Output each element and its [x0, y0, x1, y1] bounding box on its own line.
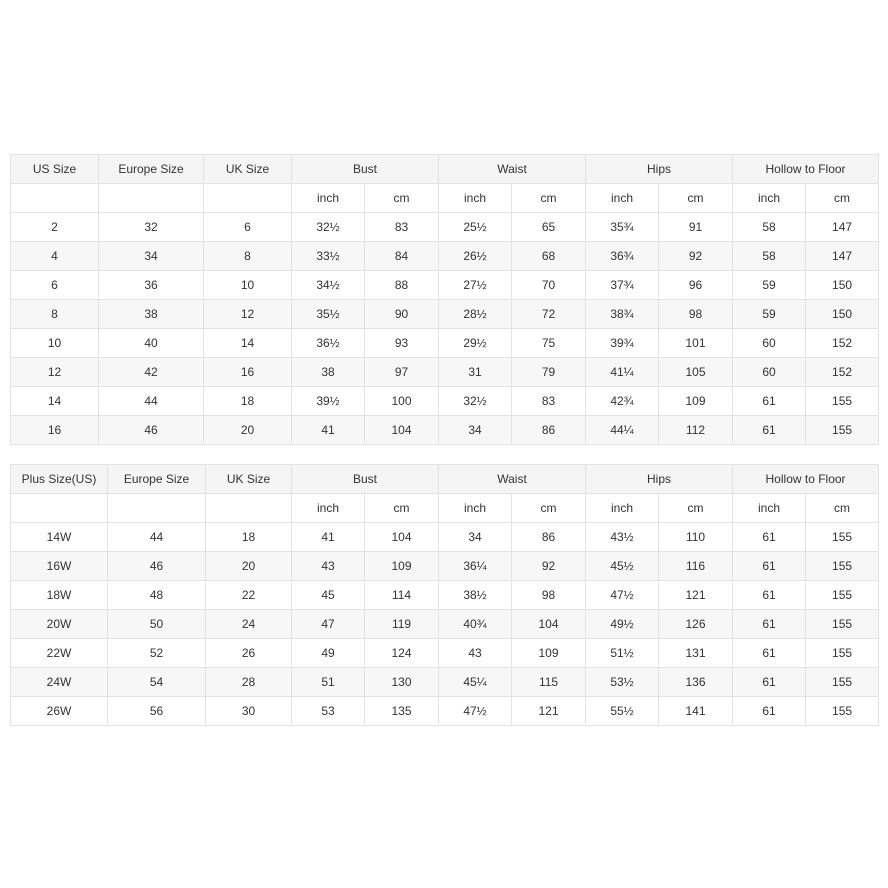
table-cell: 52 [108, 639, 206, 668]
table-cell: 88 [365, 271, 439, 300]
unit-cell: cm [659, 494, 733, 523]
unit-cell: inch [586, 184, 659, 213]
table-cell: 61 [733, 523, 806, 552]
header-hollow-to-floor: Hollow to Floor [733, 155, 879, 184]
plus-table-body [11, 465, 879, 726]
table-cell: 155 [806, 668, 879, 697]
table-cell: 54 [108, 668, 206, 697]
table-cell: 70 [512, 271, 586, 300]
table-cell: 44 [108, 523, 206, 552]
table-cell: 24W [11, 668, 108, 697]
table-row [11, 300, 879, 329]
table-cell: 83 [365, 213, 439, 242]
table-cell: 32½ [292, 213, 365, 242]
table-cell: 12 [11, 358, 99, 387]
table-cell: 46 [108, 552, 206, 581]
table-cell: 38¾ [586, 300, 659, 329]
standard-unit-row [11, 184, 879, 213]
table-cell: 47½ [586, 581, 659, 610]
table-cell: 150 [806, 271, 879, 300]
plus-size-table [10, 464, 879, 726]
table-cell: 37¾ [586, 271, 659, 300]
table-row [11, 271, 879, 300]
table-cell: 45½ [586, 552, 659, 581]
table-cell: 84 [365, 242, 439, 271]
unit-cell: cm [806, 184, 879, 213]
table-cell: 121 [512, 697, 586, 726]
table-cell: 72 [512, 300, 586, 329]
unit-cell-empty [11, 184, 99, 213]
unit-cell-empty [204, 184, 292, 213]
table-cell: 61 [733, 581, 806, 610]
unit-cell: inch [292, 184, 365, 213]
table-cell: 93 [365, 329, 439, 358]
table-cell: 20 [204, 416, 292, 445]
table-cell: 155 [806, 523, 879, 552]
table-cell: 32 [99, 213, 204, 242]
table-cell: 24 [206, 610, 292, 639]
table-cell: 104 [365, 416, 439, 445]
table-cell: 152 [806, 329, 879, 358]
table-cell: 119 [365, 610, 439, 639]
header-plus-size: Plus Size(US) [11, 465, 108, 494]
header-waist: Waist [439, 465, 586, 494]
table-cell: 40¾ [439, 610, 512, 639]
table-cell: 61 [733, 639, 806, 668]
table-cell: 55½ [586, 697, 659, 726]
table-row [11, 639, 879, 668]
table-cell: 112 [659, 416, 733, 445]
table-cell: 104 [365, 523, 439, 552]
table-cell: 8 [204, 242, 292, 271]
table-cell: 41 [292, 523, 365, 552]
table-cell: 86 [512, 416, 586, 445]
table-cell: 98 [512, 581, 586, 610]
unit-cell: cm [365, 494, 439, 523]
table-cell: 36¼ [439, 552, 512, 581]
table-cell: 155 [806, 581, 879, 610]
table-cell: 47½ [439, 697, 512, 726]
table-cell: 44 [99, 387, 204, 416]
table-cell: 100 [365, 387, 439, 416]
table-cell: 43½ [586, 523, 659, 552]
table-cell: 42¾ [586, 387, 659, 416]
table-cell: 22 [206, 581, 292, 610]
header-us-size: US Size [11, 155, 99, 184]
table-cell: 26 [206, 639, 292, 668]
header-bust: Bust [292, 465, 439, 494]
table-cell: 96 [659, 271, 733, 300]
table-cell: 18W [11, 581, 108, 610]
table-cell: 91 [659, 213, 733, 242]
table-row [11, 329, 879, 358]
table-row [11, 523, 879, 552]
table-cell: 98 [659, 300, 733, 329]
table-cell: 34½ [292, 271, 365, 300]
table-cell: 50 [108, 610, 206, 639]
unit-cell-empty [206, 494, 292, 523]
table-cell: 4 [11, 242, 99, 271]
table-cell: 43 [439, 639, 512, 668]
table-cell: 28½ [439, 300, 512, 329]
table-cell: 90 [365, 300, 439, 329]
table-cell: 48 [108, 581, 206, 610]
header-bust: Bust [292, 155, 439, 184]
table-cell: 45¼ [439, 668, 512, 697]
unit-cell: inch [586, 494, 659, 523]
header-europe-size: Europe Size [99, 155, 204, 184]
table-cell: 86 [512, 523, 586, 552]
table-cell: 61 [733, 697, 806, 726]
table-row [11, 358, 879, 387]
table-cell: 45 [292, 581, 365, 610]
unit-cell: cm [659, 184, 733, 213]
table-cell: 14 [204, 329, 292, 358]
table-cell: 60 [733, 329, 806, 358]
unit-cell: cm [512, 494, 586, 523]
table-cell: 16 [204, 358, 292, 387]
table-cell: 6 [11, 271, 99, 300]
table-cell: 20W [11, 610, 108, 639]
table-cell: 51½ [586, 639, 659, 668]
table-cell: 10 [11, 329, 99, 358]
table-cell: 131 [659, 639, 733, 668]
table-cell: 92 [659, 242, 733, 271]
table-cell: 75 [512, 329, 586, 358]
table-cell: 68 [512, 242, 586, 271]
table-cell: 16W [11, 552, 108, 581]
table-cell: 104 [512, 610, 586, 639]
table-cell: 121 [659, 581, 733, 610]
table-cell: 40 [99, 329, 204, 358]
table-cell: 30 [206, 697, 292, 726]
table-cell: 105 [659, 358, 733, 387]
unit-cell: inch [292, 494, 365, 523]
table-cell: 147 [806, 213, 879, 242]
table-cell: 25½ [439, 213, 512, 242]
table-cell: 32½ [439, 387, 512, 416]
table-cell: 155 [806, 416, 879, 445]
table-cell: 58 [733, 242, 806, 271]
table-cell: 92 [512, 552, 586, 581]
table-cell: 28 [206, 668, 292, 697]
table-cell: 135 [365, 697, 439, 726]
table-cell: 152 [806, 358, 879, 387]
table-cell: 124 [365, 639, 439, 668]
unit-cell-empty [108, 494, 206, 523]
table-cell: 20 [206, 552, 292, 581]
table-cell: 18 [206, 523, 292, 552]
table-cell: 36½ [292, 329, 365, 358]
table-cell: 150 [806, 300, 879, 329]
header-europe-size: Europe Size [108, 465, 206, 494]
table-cell: 114 [365, 581, 439, 610]
table-cell: 97 [365, 358, 439, 387]
table-cell: 109 [365, 552, 439, 581]
header-uk-size: UK Size [206, 465, 292, 494]
table-cell: 35½ [292, 300, 365, 329]
table-cell: 60 [733, 358, 806, 387]
table-cell: 29½ [439, 329, 512, 358]
table-cell: 51 [292, 668, 365, 697]
header-uk-size: UK Size [204, 155, 292, 184]
table-cell: 59 [733, 271, 806, 300]
table-cell: 49½ [586, 610, 659, 639]
table-cell: 65 [512, 213, 586, 242]
standard-header-row [11, 155, 879, 184]
table-cell: 16 [11, 416, 99, 445]
table-row [11, 552, 879, 581]
table-cell: 34 [439, 416, 512, 445]
table-cell: 155 [806, 697, 879, 726]
table-cell: 61 [733, 416, 806, 445]
table-cell: 155 [806, 552, 879, 581]
unit-cell: inch [439, 494, 512, 523]
plus-header-row [11, 465, 879, 494]
table-cell: 12 [204, 300, 292, 329]
table-cell: 109 [659, 387, 733, 416]
table-row [11, 213, 879, 242]
unit-cell-empty [11, 494, 108, 523]
table-cell: 42 [99, 358, 204, 387]
table-cell: 27½ [439, 271, 512, 300]
table-cell: 39¾ [586, 329, 659, 358]
table-cell: 53 [292, 697, 365, 726]
table-cell: 110 [659, 523, 733, 552]
table-cell: 155 [806, 387, 879, 416]
unit-cell: inch [439, 184, 512, 213]
table-cell: 26½ [439, 242, 512, 271]
standard-table-body [11, 155, 879, 445]
unit-cell: cm [365, 184, 439, 213]
table-cell: 53½ [586, 668, 659, 697]
table-cell: 155 [806, 610, 879, 639]
table-cell: 18 [204, 387, 292, 416]
table-cell: 38½ [439, 581, 512, 610]
table-cell: 101 [659, 329, 733, 358]
table-cell: 34 [439, 523, 512, 552]
table-cell: 141 [659, 697, 733, 726]
table-cell: 35¾ [586, 213, 659, 242]
table-row [11, 668, 879, 697]
table-cell: 46 [99, 416, 204, 445]
table-row [11, 610, 879, 639]
table-cell: 34 [99, 242, 204, 271]
table-cell: 41¼ [586, 358, 659, 387]
table-cell: 126 [659, 610, 733, 639]
header-hollow-to-floor: Hollow to Floor [733, 465, 879, 494]
table-cell: 61 [733, 387, 806, 416]
table-cell: 26W [11, 697, 108, 726]
table-cell: 136 [659, 668, 733, 697]
standard-size-table [10, 154, 879, 445]
table-cell: 56 [108, 697, 206, 726]
table-cell: 14 [11, 387, 99, 416]
unit-cell: cm [806, 494, 879, 523]
header-waist: Waist [439, 155, 586, 184]
table-row [11, 387, 879, 416]
unit-cell: inch [733, 494, 806, 523]
table-cell: 43 [292, 552, 365, 581]
unit-cell: cm [512, 184, 586, 213]
table-cell: 47 [292, 610, 365, 639]
table-cell: 8 [11, 300, 99, 329]
table-row [11, 697, 879, 726]
table-cell: 10 [204, 271, 292, 300]
table-row [11, 242, 879, 271]
table-cell: 38 [292, 358, 365, 387]
table-cell: 36¾ [586, 242, 659, 271]
table-cell: 61 [733, 668, 806, 697]
table-cell: 83 [512, 387, 586, 416]
table-cell: 33½ [292, 242, 365, 271]
table-cell: 79 [512, 358, 586, 387]
table-cell: 59 [733, 300, 806, 329]
table-cell: 58 [733, 213, 806, 242]
table-cell: 41 [292, 416, 365, 445]
table-cell: 155 [806, 639, 879, 668]
unit-cell-empty [99, 184, 204, 213]
plus-unit-row [11, 494, 879, 523]
table-cell: 61 [733, 610, 806, 639]
table-cell: 147 [806, 242, 879, 271]
table-cell: 130 [365, 668, 439, 697]
table-cell: 36 [99, 271, 204, 300]
table-cell: 116 [659, 552, 733, 581]
table-cell: 2 [11, 213, 99, 242]
unit-cell: inch [733, 184, 806, 213]
header-hips: Hips [586, 155, 733, 184]
table-cell: 14W [11, 523, 108, 552]
table-cell: 22W [11, 639, 108, 668]
table-cell: 61 [733, 552, 806, 581]
table-row [11, 581, 879, 610]
table-cell: 38 [99, 300, 204, 329]
table-cell: 44¼ [586, 416, 659, 445]
header-hips: Hips [586, 465, 733, 494]
table-cell: 6 [204, 213, 292, 242]
table-cell: 109 [512, 639, 586, 668]
table-cell: 31 [439, 358, 512, 387]
table-row [11, 416, 879, 445]
table-cell: 49 [292, 639, 365, 668]
table-cell: 39½ [292, 387, 365, 416]
table-cell: 115 [512, 668, 586, 697]
